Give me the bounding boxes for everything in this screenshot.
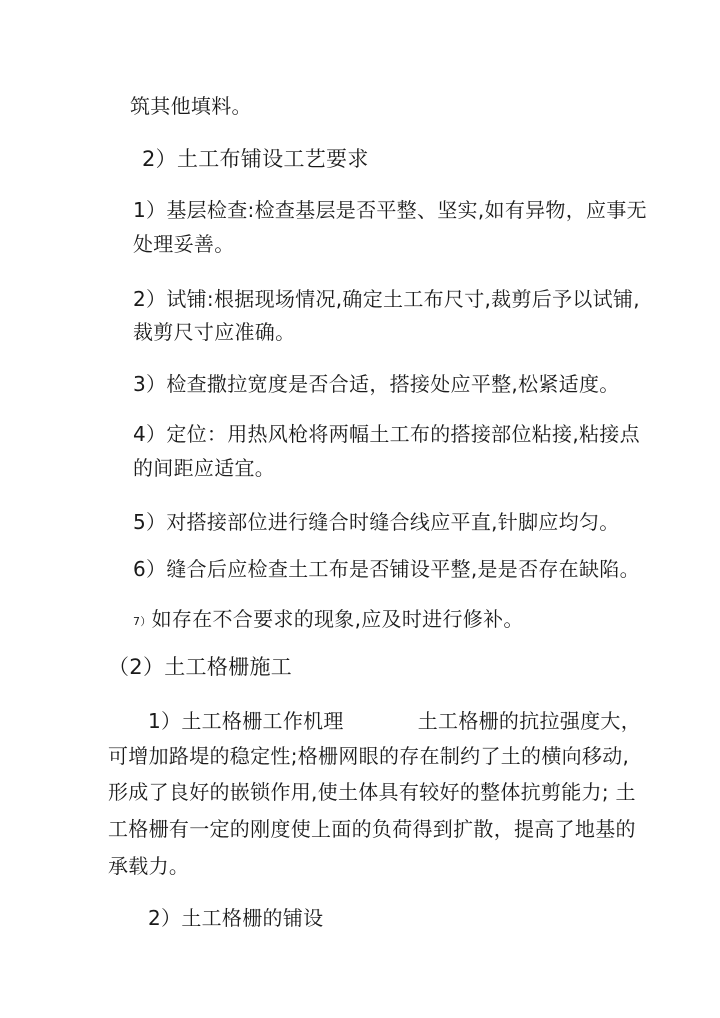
- text-line: 6）缝合后应检查土工布是否铺设平整,是是否存在缺陷。: [133, 557, 640, 581]
- text-line: 4）定位：用热风枪将两幅土工布的搭接部位粘接,粘接点: [133, 422, 640, 446]
- text-line: 1）基层检查:检查基层是否平整、坚实,如有异物，应事无: [133, 198, 647, 222]
- text-line: 处理妥善。: [133, 232, 235, 256]
- text-line: 2）试铺:根据现场情况,确定土工布尺寸,裁剪后予以试铺,: [133, 287, 640, 311]
- subheading: 1）土工格栅工作机理: [148, 709, 344, 733]
- text-line: [148, 707, 641, 735]
- text-line: 工格栅有一定的刚度使上面的负荷得到扩散，提高了地基的: [108, 817, 636, 841]
- section-heading: 2）土工布铺设工艺要求: [142, 147, 369, 171]
- list-number: 7）: [133, 615, 152, 628]
- text-line: 3）检查撒拉宽度是否合适，搭接处应平整,松紧适度。: [133, 372, 620, 396]
- text-line: 形成了良好的嵌锁作用,使土体具有较好的整体抗剪能力; 土: [108, 780, 636, 804]
- text-line: 5）对搭接部位进行缝合时缝合线应平直,针脚应均匀。: [133, 510, 620, 534]
- text-line: [133, 605, 524, 636]
- list-text: 如存在不合要求的现象,应及时进行修补。: [151, 607, 524, 631]
- text-line: 筑其他填料。: [130, 94, 252, 118]
- text-line: 2）土工格栅的铺设: [148, 906, 324, 930]
- text-line: 可增加路堤的稳定性;格栅网眼的存在制约了土的横向移动,: [108, 744, 630, 768]
- section-heading: （2）土工格栅施工: [108, 655, 293, 679]
- text-span: 土工格栅的抗拉强度大，: [417, 709, 642, 733]
- text-line: 的间距应适宜。: [133, 456, 276, 480]
- text-line: 承载力。: [108, 854, 190, 878]
- text-line: 裁剪尺寸应准确。: [133, 320, 296, 344]
